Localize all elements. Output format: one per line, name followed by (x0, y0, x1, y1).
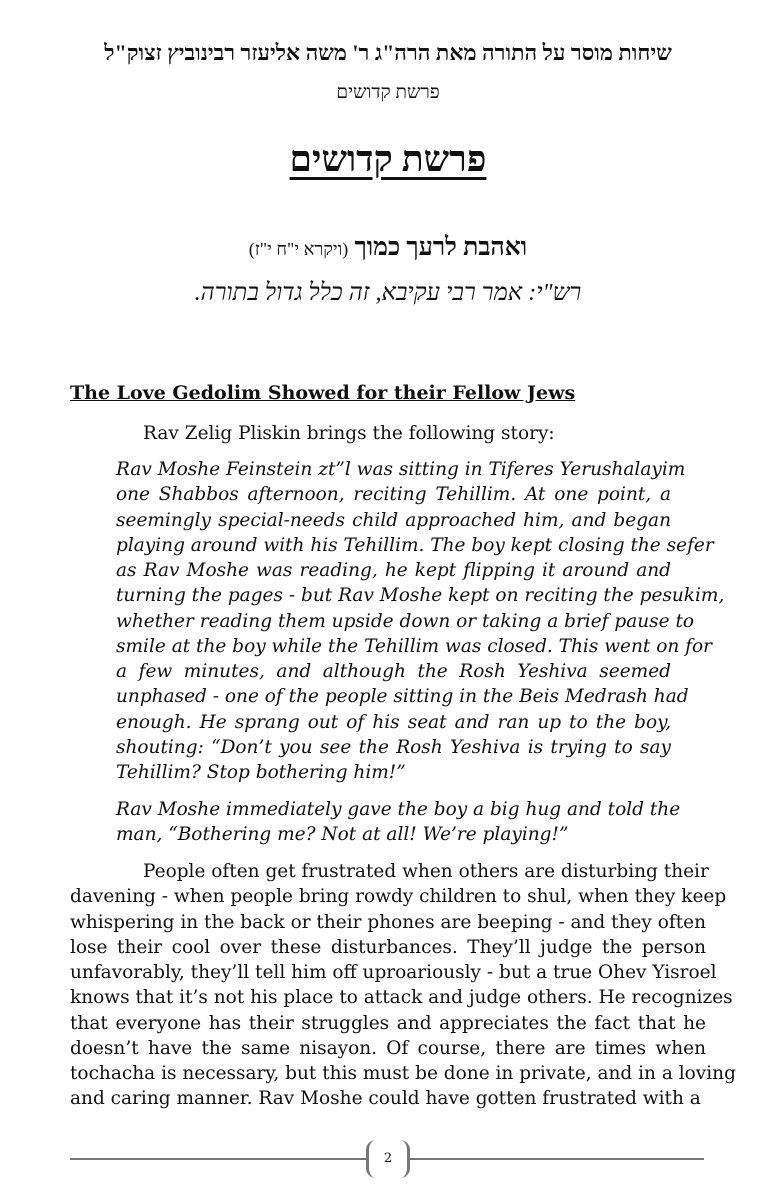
quote1-line: seemingly special-needs child approached him, and began (116, 509, 671, 531)
quote1-line: unphased - one of the people sitting in the Beis Medrash had (116, 686, 689, 708)
body-line: doesn’t have the same nisayon. Of course, there are times when (70, 1037, 706, 1059)
quote1-line: a few minutes, and although the Rosh Yeshiva seemed (116, 661, 671, 682)
quote1-line: whether reading them upside down or taking a brief pause to (116, 610, 695, 632)
quote1-line: one Shabbos afternoon, reciting Tehillim. At one point, a (116, 484, 671, 506)
page-title: פרשת קדושים (289, 139, 487, 179)
verse (0, 234, 776, 262)
quote1-line: shouting: “Don’t you see the Rosh Yeshiva is trying to say (116, 736, 671, 758)
footer-rule-left (70, 1158, 367, 1160)
section-heading: The Love Gedolim Showed for their Fellow Jews (70, 382, 576, 404)
quote1-line: Tehillim? Stop bothering him!” (116, 762, 406, 783)
quote1-line: playing around with his Tehillim. The boy kept closing the sefer (116, 534, 714, 556)
body-line: unfavorably, they’ll tell him off uproariously - but a true Ohev Yisroel (70, 962, 717, 983)
body-line: and caring manner. Rav Moshe could have gotten frustrated with a (70, 1088, 701, 1110)
body-line: lose their cool over these disturbances. They’ll judge the person (70, 936, 706, 958)
quote2-line: Rav Moshe immediately gave the boy a big hug and told the (116, 799, 681, 820)
body-line: knows that it’s not his place to attack and judge others. He recognizes (70, 987, 733, 1009)
verse-source: (ויקרא י"ח י"ז) (248, 239, 349, 259)
verse-text: ואהבת לרעך כמוך (348, 234, 528, 261)
quote2-line: man, “Bothering me? Not at all! We’re playing!” (116, 824, 569, 846)
intro-text: Rav Zelig Pliskin brings the following story: (143, 423, 555, 444)
quote1-line: as Rav Moshe was reading, he kept flipping it around and (116, 560, 671, 581)
body-line: that everyone has their struggles and appreciates the fact that he (70, 1012, 706, 1034)
footer-rule-right (410, 1158, 704, 1160)
quote1-line: turning the pages - but Rav Moshe kept on reciting the pesukim, (116, 585, 725, 607)
quote1-line: smile at the boy while the Tehillim was closed. This went on for (116, 635, 713, 657)
rashi-quote: רש"י: אמר רבי עקיבא, זה כלל גדול בתורה. (194, 280, 582, 306)
body-line: tochacha is necessary, but this must be done in private, and in a loving (70, 1063, 736, 1084)
body-line: People often get frustrated when others are disturbing their (143, 861, 709, 882)
body-line: davening - when people bring rowdy children to shul, when they keep (70, 886, 727, 908)
page-number: 2 (366, 1140, 410, 1178)
running-header: שיחות מוסר על התורה מאת הרה"ג ר' משה אליעזר רבינוביץ זצוק"ל (104, 40, 672, 65)
body-line: whispering in the back or their phones are beeping - and they often (70, 911, 707, 933)
quote1-line: enough. He sprang out of his seat and ran up to the boy, (116, 711, 671, 733)
quote1-line: Rav Moshe Feinstein zt”l was sitting in Tiferes Yerushalayim (116, 459, 686, 480)
running-subheader: פרשת קדושים (336, 82, 440, 103)
